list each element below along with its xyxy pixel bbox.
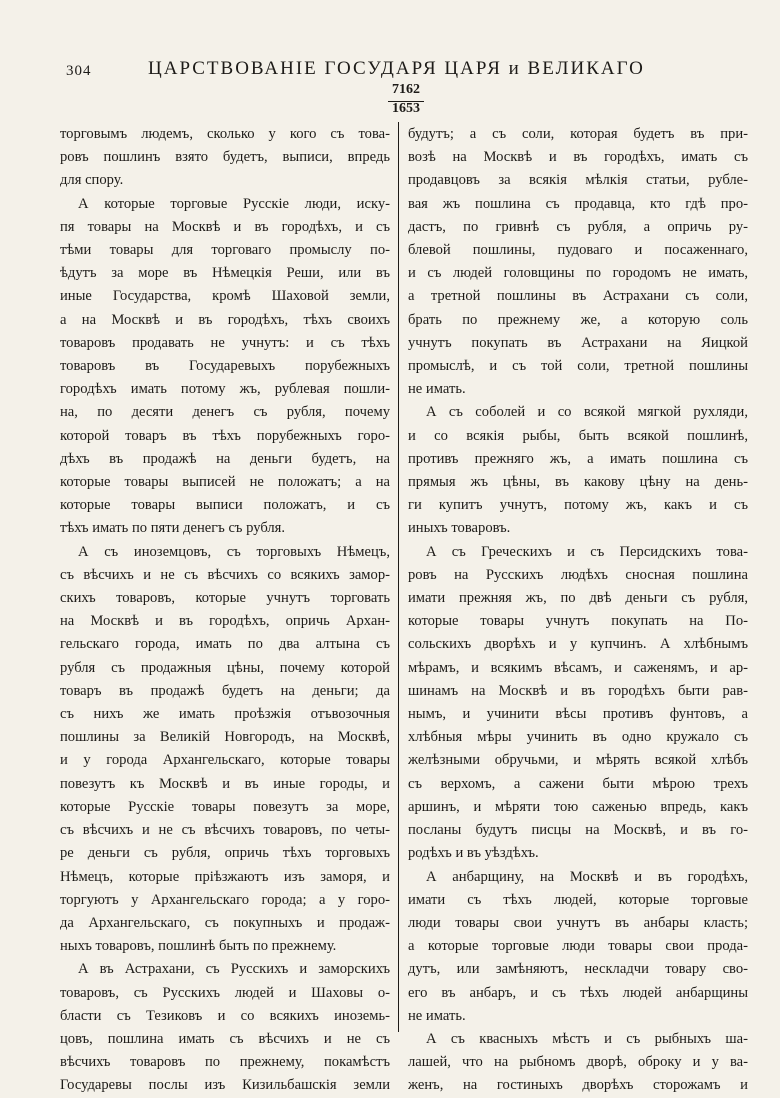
text-line: промыслѣ, и съ той соли, третной пошлины bbox=[408, 358, 748, 375]
text-line: рубля съ продажныя цѣны, почему которой bbox=[60, 659, 390, 676]
text-line: сольскихъ дворѣхъ и у купчинъ. А хлѣбнымъ bbox=[408, 636, 748, 653]
text-line: и съ людей головщины по городомъ не имать, bbox=[408, 265, 748, 282]
text-line: желѣзными обручьми, и мѣрять всякой хлѣбъ bbox=[408, 752, 748, 769]
text-line: и у города Архангельскаго, которые товары bbox=[60, 752, 390, 769]
text-line: его въ анбаръ, и съ тѣхъ людей анбарщины bbox=[408, 984, 748, 1001]
text-line: съ верхомъ, а сажени быти мѣрою трехъ bbox=[408, 775, 748, 792]
text-line: и со всякія рыбы, быть всякой пошлинѣ, bbox=[408, 427, 748, 444]
text-line: которые Русскіе товары повезутъ за море, bbox=[60, 798, 390, 815]
text-line: продавцовъ за всякія мѣлкія статьи, рубле- bbox=[408, 172, 748, 189]
text-line: гельскаго города, имать по два алтына съ bbox=[60, 636, 390, 653]
text-line: посланы будутъ писцы на Москвѣ, и въ го- bbox=[408, 822, 748, 839]
text-line: А съ иноземцовъ, съ торговыхъ Нѣмецъ, bbox=[78, 543, 390, 560]
text-line: иныхъ товаровъ. bbox=[408, 520, 511, 537]
text-line: мѣрамъ, и всякимъ вѣсамъ, и саженямъ, и ар- bbox=[408, 659, 748, 676]
text-line: ныхъ товаровъ, пошлинѣ быть по прежнему. bbox=[60, 938, 337, 955]
text-line: товаръ въ продажѣ будетъ на деньги; да bbox=[60, 682, 390, 699]
text-line: иные Государства, кромѣ Шаховой земли, bbox=[60, 288, 390, 305]
text-line: аршинъ, и мѣряти тою саженью впредь, какъ bbox=[408, 798, 748, 815]
text-line: брать по прежнему же, а которую соль bbox=[408, 311, 748, 328]
text-line: лашей, что на рыбномъ дворѣ, оброку и у ва- bbox=[408, 1054, 748, 1071]
text-line: А анбарщину, на Москвѣ и въ городѣхъ, bbox=[426, 868, 748, 885]
left-text-column bbox=[60, 123, 390, 1098]
text-line: не имать. bbox=[408, 381, 466, 398]
text-line: бласти съ Тезиковъ и со всякихъ иноземь- bbox=[60, 1007, 390, 1024]
text-line: а на Москвѣ и въ городѣхъ, тѣхъ своихъ bbox=[60, 311, 390, 328]
text-line: съ вѣсчихъ и не съ вѣсчихъ со всякихъ замор- bbox=[60, 566, 390, 583]
text-line: пошлины за Великій Новгородъ, на Москвѣ, bbox=[60, 729, 390, 746]
text-line: женъ, на гостиныхъ дворѣхъ сторожамъ и bbox=[408, 1077, 748, 1094]
text-line: родѣхъ и въ уѣздѣхъ. bbox=[408, 845, 539, 862]
text-line: повезутъ къ Москвѣ и въ иные городы, и bbox=[60, 775, 390, 792]
text-line: противъ прежняго жъ, а имать пошлина съ bbox=[408, 450, 748, 467]
text-line: вая жъ пошлина съ продавца, кто гдѣ про- bbox=[408, 195, 748, 212]
text-line: Государевы послы изъ Кизильбашскія земли bbox=[60, 1077, 390, 1094]
text-line: ре деньги съ рубля, опричь тѣхъ торговыхъ bbox=[60, 845, 390, 862]
text-line: которые товары выписей не положатъ; а на bbox=[60, 474, 390, 491]
text-line: люди товары свои учнутъ въ анбары класть; bbox=[408, 914, 748, 931]
text-line: А съ соболей и со всякой мягкой рухляди, bbox=[426, 404, 748, 421]
text-line: да Архангельскаго, съ покупныхъ и продаж- bbox=[60, 914, 390, 931]
text-line: блевой пошлины, пудоваго и посаженнаго, bbox=[408, 242, 748, 259]
year-annotation-top: 7162 bbox=[392, 82, 420, 97]
text-line: тѣми товары для торговаго промыслу по- bbox=[60, 242, 390, 259]
text-line: которые товары учнутъ покупать на По- bbox=[408, 613, 748, 630]
text-line: вѣсчихъ товаровъ по прежнему, покамѣстъ bbox=[60, 1054, 390, 1071]
text-line: учнутъ покупать въ Астрахани на Яицкой bbox=[408, 334, 748, 351]
text-line: на Москвѣ и въ городѣхъ, опричь Архан- bbox=[60, 613, 390, 630]
text-line: имати съ тѣхъ людей, которые торговые bbox=[408, 891, 748, 908]
text-line: нымъ, и учинити вѣсы противъ фунтовъ, а bbox=[408, 706, 748, 723]
text-line: имати прежняя жъ, по двѣ деньги съ рубля, bbox=[408, 590, 748, 607]
text-line: ровъ на Русскихъ людѣхъ сносная пошлина bbox=[408, 566, 748, 583]
text-line: тѣхъ имать по пяти денегъ съ рубля. bbox=[60, 520, 286, 537]
text-line: дутъ, или замѣняютъ, нескладчи товару сво- bbox=[408, 961, 748, 978]
page-number: 304 bbox=[66, 63, 92, 79]
text-line: съ нихъ же имать проѣзжія отъвозочныя bbox=[60, 706, 390, 723]
running-title: ЦАРСТВОВАНІЕ ГОСУДАРЯ ЦАРЯ и ВЕЛИКАГО bbox=[148, 58, 645, 79]
text-line: ѣдутъ за море въ Нѣмецкія Реши, или въ bbox=[60, 265, 390, 282]
text-line: А съ Греческихъ и съ Персидскихъ това- bbox=[426, 543, 748, 560]
text-line: пя товары на Москвѣ и въ городѣхъ, и съ bbox=[60, 218, 390, 235]
text-line: ровъ пошлинъ взято будетъ, выписи, впредь bbox=[60, 149, 390, 166]
text-line: товаровъ продавать не учнутъ: и съ тѣхъ bbox=[60, 334, 390, 351]
text-line: съ вѣсчихъ и не съ вѣсчихъ товаровъ, по четы- bbox=[60, 822, 390, 839]
text-line: товаровъ, съ Русскихъ людей и Шаховы о- bbox=[60, 984, 390, 1001]
text-line: а третной пошлины въ Астрахани съ соли, bbox=[408, 288, 748, 305]
text-line: ги купитъ учнутъ, потому жъ, какъ и съ bbox=[408, 497, 748, 514]
text-line: скихъ товаровъ, которые учнутъ торговать bbox=[60, 590, 390, 607]
text-line: А которые торговые Русскіе люди, иску- bbox=[78, 195, 390, 212]
text-line: торговымъ людемъ, сколько у кого съ това- bbox=[60, 126, 390, 142]
text-line: А съ квасныхъ мѣстъ и съ рыбныхъ ша- bbox=[426, 1030, 748, 1047]
text-line: возѣ на Москвѣ и въ городѣхъ, имать съ bbox=[408, 149, 748, 166]
text-line: Нѣмецъ, которые пріѣзжаютъ изъ заморя, и bbox=[60, 868, 390, 885]
text-line: на, по десяти денегъ съ рубля, почему bbox=[60, 404, 390, 421]
text-line: товаровъ въ Государевыхъ порубежныхъ bbox=[60, 358, 390, 375]
text-line: будутъ; а съ соли, которая будетъ въ при- bbox=[408, 126, 748, 142]
text-line: которой товаръ въ тѣхъ порубежныхъ горо- bbox=[60, 427, 390, 444]
text-line: дастъ, по гривнѣ съ рубля, а опричь ру- bbox=[408, 218, 748, 235]
column-rule bbox=[398, 122, 399, 1032]
text-line: городѣхъ имать потому жъ, рублевая пошли- bbox=[60, 381, 390, 398]
text-line: не имать. bbox=[408, 1007, 466, 1024]
text-line: цовъ, пошлина имать съ вѣсчихъ и не съ bbox=[60, 1030, 390, 1047]
text-line: дѣхъ въ продажѣ на деньги будетъ, на bbox=[60, 450, 390, 467]
year-annotation-bottom: 1653 bbox=[392, 101, 420, 116]
text-line: хлѣбныя мѣры учинить въ одно кружало съ bbox=[408, 729, 748, 746]
text-line: А въ Астрахани, съ Русскихъ и заморскихъ bbox=[78, 961, 390, 978]
text-line: торгуютъ у Архангельскаго города; а у горо- bbox=[60, 891, 390, 908]
text-line: шинамъ на Москвѣ и въ городѣхъ быти рав- bbox=[408, 682, 748, 699]
text-line: прямыя жъ цѣны, въ какову цѣну на день- bbox=[408, 474, 748, 491]
text-line: а которые торговые люди товары свои прода- bbox=[408, 938, 748, 955]
text-line: для спору. bbox=[60, 172, 124, 189]
text-line: которые товары выписи положатъ, и съ bbox=[60, 497, 390, 514]
right-text-column bbox=[408, 123, 748, 1098]
